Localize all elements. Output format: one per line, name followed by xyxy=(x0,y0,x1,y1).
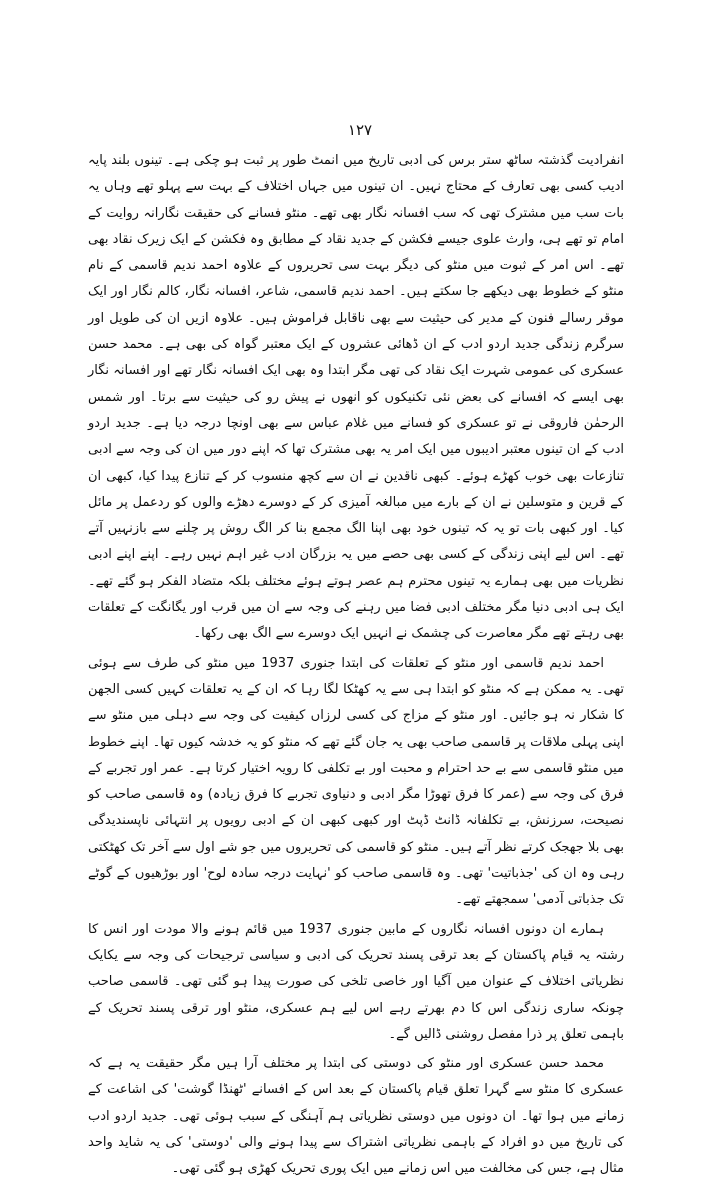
page-number: ۱۲۷ xyxy=(347,121,373,139)
paragraph-4: محمد حسن عسکری اور منٹو کی دوستی کی ابتدا پر مختلف آرا ہیں مگر حقیقت یہ ہے کہ عسکری کا منٹو سے گہرا تعلق قیام پاکستان کے بعد اس کے افسانے 'ٹھنڈا گوشت' کی اشاعت کے زمانے میں ہوا تھا۔ ان دونوں میں دوستی نظریاتی ہم آہنگی کے سبب ہوئی تھی۔ جدید اردو ادب کی تاریخ میں دو افراد کے باہمی نظریاتی اشتراک سے پیدا ہونے والی 'دوستی' کی یہ شاید واحد مثال ہے، جس کی مخالفت میں اس زمانے میں ایک پوری تحریک کھڑی ہو گئی تھی۔ xyxy=(88,1056,624,1177)
paragraph-1: انفرادیت گذشتہ ساٹھ ستر برس کی ادبی تاریخ میں انمٹ طور پر ثبت ہو چکی ہے۔ تینوں بلند پایہ ادیب کسی بھی تعارف کے محتاج نہیں۔ ان تینوں میں جہاں اختلاف کے بہت سے پہلو تھے وہاں یہ بات سب میں مشترک تھی کہ سب افسانہ نگار بھی تھے۔ منٹو فسانے کی حقیقت نگارانہ روایت کے امام تو تھے ہی، وارث علوی جیسے فکشن کے جدید نقاد کے مطابق وہ فکشن کے ایک زیرک نقاد بھی تھے۔ اس امر کے ثبوت میں منٹو کی دیگر بہت سی تحریروں کے علاوہ احمد ندیم قاسمی کے نام منٹو کے خطوط بھی دیکھے جا سکتے ہیں۔ احمد ندیم قاسمی، شاعر، افسانہ نگار، کالم نگار اور ایک موقر رسالے فنون کے مدیر کی حیثیت سے بھی ناقابل فراموش ہیں۔ علاوہ ازیں ان کی طویل اور سرگرم زندگی جدید اردو ادب کے ان ڈھائی عشروں کے ایک معتبر گواہ کی بھی ہے۔ محمد حسن عسکری کی عمومی شہرت ایک نقاد کی تھی مگر ابتدا وہ بھی ایک افسانہ نگار تھے اور افسانہ نگار بھی ایسے کہ افسانے کی بعض نئی تکنیکوں کو انھوں نے پیش رو کی حیثیت سے برتا۔ اور شمس الرحمٰن فاروقی نے تو عسکری کو فسانے میں غلام عباس سے بھی اونچا درجہ دیا ہے۔ جدید اردو ادب کے ان تینوں معتبر ادیبوں میں ایک امر یہ بھی مشترک تھا کہ اپنے دور میں ان کی وجہ سے ادبی تنازعات بھی خوب کھڑے ہوئے۔ کبھی ناقدین نے ان سے کچھ منسوب کر کے تنازع پیدا کیا، کبھی ان کے قرین و متوسلین نے ان کے بارے میں مبالغہ آمیزی کر کے دوسرے دھڑے والوں کو ردعمل پر مائل کیا۔ اور کبھی بات تو یہ کہ تینوں خود بھی اپنا الگ مجمع بنا کر الگ روش پر چلنے سے بازنہیں آتے تھے۔ اس لیے اپنی زندگی کے کسی بھی حصے میں یہ بزرگان ادب غیر اہم نہیں رہے۔ اپنے اپنے ادبی نظریات میں بھی ہمارے یہ تینوں محترم ہم عصر ہوتے ہوئے مختلف بلکہ متضاد الفکر ہو گئے تھے۔ ایک ہی ادبی دنیا مگر مختلف ادبی فضا میں رہنے کی وجہ سے ان میں قرب اور یگانگت کے تعلقات بھی رہتے تھے مگر معاصرت کی چشمک نے انہیں ایک دوسرے سے الگ بھی رکھا۔ xyxy=(88,153,624,642)
body-text xyxy=(88,148,624,1183)
paragraph-2: احمد ندیم قاسمی اور منٹو کے تعلقات کی ابتدا جنوری 1937 میں منٹو کی طرف سے ہوئی تھی۔ یہ ممکن ہے کہ منٹو کو ابتدا ہی سے یہ کھٹکا لگا رہا کہ ان کے یہ تعلقات کہیں کسی الجھن کا شکار نہ ہو جائیں۔ اور منٹو کے مزاج کی کسی لرزاں کیفیت کی وجہ سے دہلی میں منٹو سے اپنی پہلی ملاقات پر قاسمی صاحب بھی یہ جان گئے تھے کہ منٹو کو یہ خدشہ کیوں تھا۔ اپنے خطوط میں منٹو قاسمی سے بے حد احترام و محبت اور بے تکلفی کا رویہ اختیار کرتا ہے۔ عمر اور تجربے کے فرق کی وجہ سے (عمر کا فرق تھوڑا مگر ادبی و دنیاوی تجربے کا فرق زیادہ) وہ قاسمی صاحب کو نصیحت، سرزنش، بے تکلفانہ ڈانٹ ڈپٹ اور کبھی کبھی ان کے ادبی رویوں پر انتہائی ناپسندیدگی بھی بلا جھجک کرتے نظر آتے ہیں۔ منٹو کو قاسمی کی تحریروں میں جو شے اول سے آخر تک کھٹکتی رہی وہ ان کی 'جذباتیت' تھی۔ وہ قاسمی صاحب کو 'نہایت درجہ سادہ لوح' اور بوڑھیوں کے گوٹے تک جذباتی آدمی' سمجھتے تھے۔ xyxy=(88,655,624,908)
paragraph-3: ہمارے ان دونوں افسانہ نگاروں کے مابین جنوری 1937 میں قائم ہونے والا مودت اور انس کا رشتہ یہ قیام پاکستان کے بعد ترقی پسند تحریک کی ادبی و سیاسی ترجیحات کی وجہ سے یکایک نظریاتی اختلاف کے عنوان میں آگیا اور خاصی تلخی کی صورت پیدا ہو گئی تھی۔ قاسمی صاحب چونکہ ساری زندگی اس کا دم بھرتے رہے اس لیے ہم عسکری، منٹو اور ترقی پسند تحریک کے باہمی تعلق پر ذرا مفصل روشنی ڈالیں گے۔ xyxy=(88,921,624,1042)
